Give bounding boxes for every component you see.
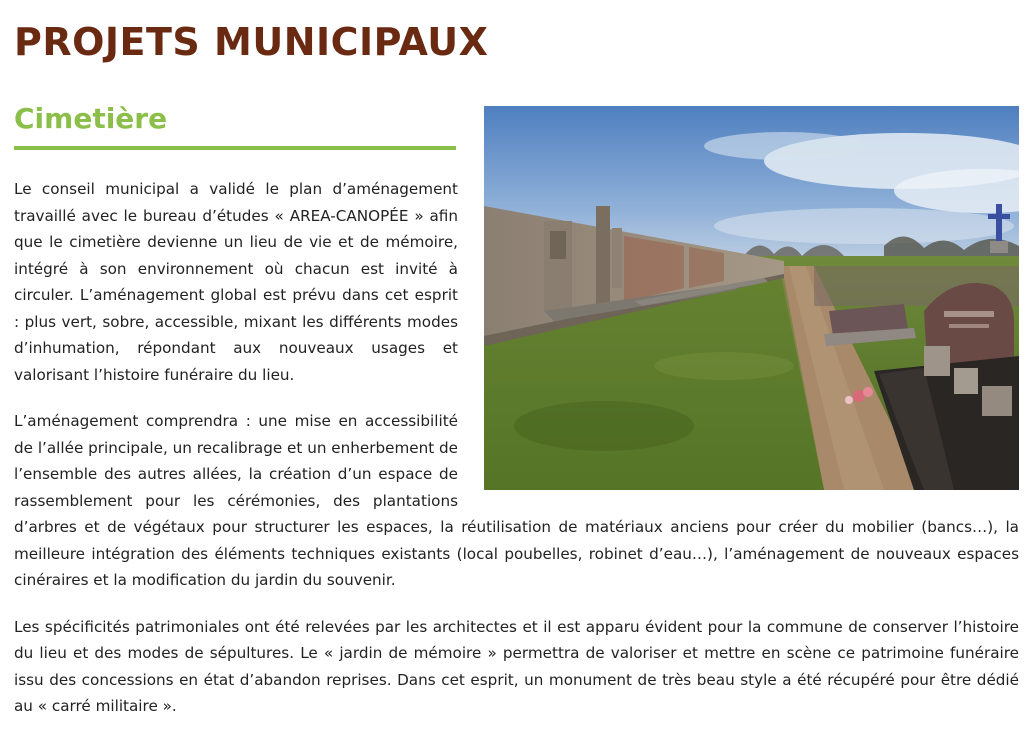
section-divider	[14, 146, 456, 150]
page-title: PROJETS MUNICIPAUX	[14, 20, 489, 64]
article-body	[14, 176, 1019, 740]
paragraph: L’aménagement comprendra : une mise en accessibilité de l’allée principale, un recalibrage et un enherbement de l’ensemble des autres allées, la création d’un espace de rassemblement pour les cérémonies, des plantations d’arbres et de végétaux pour structurer les espaces, la réutilisation de matériaux anciens pour créer du mobilier (bancs…), la meilleure intégration des éléments techniques existants (local poubelles, robinet d’eau…), l’aménagement de nouveaux espaces cinéraires et la modification du jardin du souvenir.	[14, 412, 1019, 589]
paragraph: Le conseil municipal a validé le plan d’aménagement travaillé avec le bureau d’études « AREA-CANOPÉE » afin que le cimetière devienne un lieu de vie et de mémoire, intégré à son environnement où chacun est invité à circuler. L’aménagement global est prévu dans cet esprit : plus vert, sobre, accessible, mixant les différents modes d’inhumation, répondant aux nouveaux usages et valorisant l’histoire funéraire du lieu.	[14, 180, 458, 384]
paragraph: Les spécificités patrimoniales ont été relevées par les architectes et il est apparu évident pour la commune de conserver l’histoire du lieu et des modes de sépultures. Le « jardin de mémoire » permettra de valoriser et mettre en scène ce patrimoine funéraire issu des concessions en état d’abandon reprises. Dans cet esprit, un monument de très beau style a été récupéré pour être dédié au « carré militaire ».	[14, 617, 1019, 715]
cemetery-photo	[484, 106, 1019, 490]
section-title: Cimetière	[14, 102, 168, 135]
